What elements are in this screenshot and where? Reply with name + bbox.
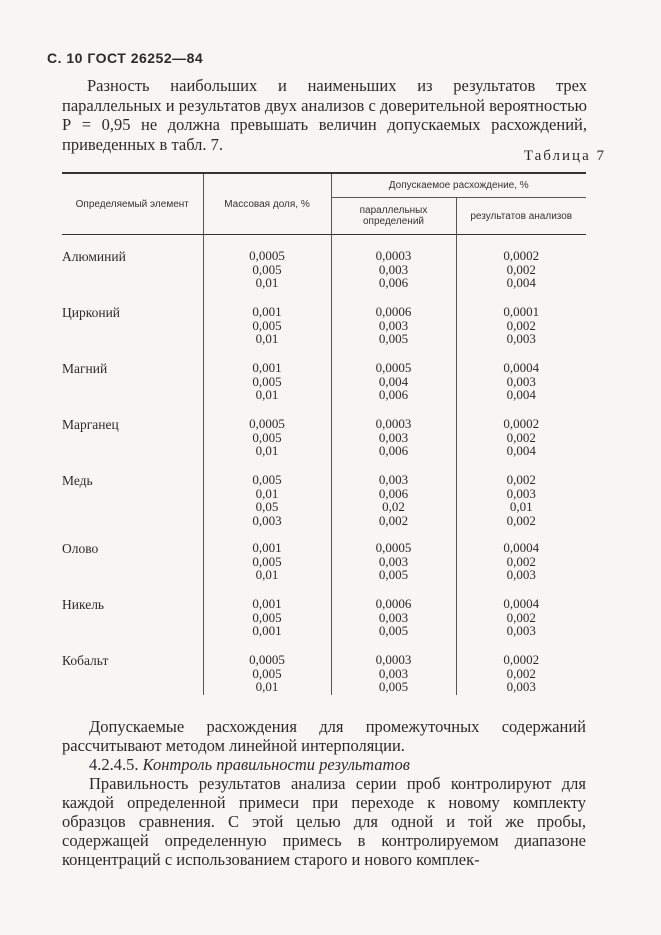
parallel-value: 0,005 <box>378 679 409 694</box>
parallel-value: 0,003 <box>378 472 409 487</box>
mass-value: 0,01 <box>255 275 279 290</box>
results-value: 0,003 <box>506 623 536 638</box>
results-value: 0,0002 <box>503 248 540 263</box>
interpolation-paragraph: Допускаемые расхождения для промежуточных содержаний рассчитывают методом линейной интерполяции. <box>62 717 586 755</box>
accuracy-paragraph: Правильность результатов анализа серии проб контролируют для каждой определенной примеси при переходе к новому комплекту образцов сравнения. С этой целью для одной и той же пробы, содержащей определенную примесь в контролируемом диапазоне концентраций с использованием старого и нового комплек- <box>62 774 586 869</box>
mass-value: 0,0005 <box>249 416 285 431</box>
mass-value: 0,001 <box>252 596 282 611</box>
mass-values <box>203 527 331 583</box>
parallel-value: 0,005 <box>378 567 409 582</box>
parallel-values <box>331 403 456 459</box>
mass-value: 0,0005 <box>249 248 285 263</box>
results-value: 0,002 <box>506 317 536 333</box>
mass-value: 0,01 <box>255 485 279 501</box>
intro-text: Разность наибольших и наименьших из результатов трех параллельных и результатов двух анализов с доверительной вероятностью Р = 0,95 не должна превышать величин допускаемых расхождений, приведенных в табл. 7. <box>62 76 587 154</box>
parallel-values <box>331 347 456 403</box>
parallel-values <box>331 583 456 639</box>
results-value: 0,003 <box>506 331 536 346</box>
results-value: 0,003 <box>506 373 536 389</box>
table-body <box>62 235 586 696</box>
mass-value: 0,005 <box>252 373 282 389</box>
table-row <box>62 235 586 292</box>
mass-value: 0,05 <box>255 499 279 514</box>
tolerance-table <box>62 172 586 695</box>
parallel-value: 0,003 <box>378 609 409 625</box>
parallel-value: 0,005 <box>378 331 409 346</box>
mass-values <box>203 459 331 527</box>
results-value: 0,002 <box>506 429 536 445</box>
parallel-value: 0,0006 <box>375 304 412 319</box>
mass-value: 0,005 <box>252 429 282 445</box>
page-header: С. 10 ГОСТ 26252—84 <box>47 50 204 66</box>
results-values <box>456 527 586 583</box>
element-name: Цирконий <box>62 305 121 320</box>
table-row <box>62 459 586 527</box>
mass-value: 0,005 <box>252 665 282 681</box>
results-value: 0,002 <box>506 553 536 569</box>
element-name: Кобальт <box>62 653 109 668</box>
parallel-value: 0,004 <box>378 373 409 389</box>
results-values <box>456 583 586 639</box>
mass-value: 0,005 <box>252 317 282 333</box>
results-value: 0,01 <box>509 499 533 514</box>
header-element: Определяемый элемент <box>75 198 189 210</box>
table-row <box>62 527 586 583</box>
header-parallel: параллельных определений <box>331 198 456 235</box>
section-number: 4.2.4.5. <box>89 755 139 774</box>
parallel-value: 0,003 <box>378 261 409 277</box>
parallel-value: 0,006 <box>378 387 409 402</box>
parallel-values <box>331 527 456 583</box>
intro-paragraph <box>62 76 587 154</box>
mass-value: 0,001 <box>252 360 282 375</box>
results-value: 0,0002 <box>503 652 540 667</box>
mass-values <box>203 639 331 695</box>
mass-value: 0,01 <box>255 331 279 346</box>
element-name: Алюминий <box>62 249 126 264</box>
mass-value: 0,005 <box>252 553 282 569</box>
results-value: 0,003 <box>506 567 536 582</box>
results-value: 0,002 <box>506 512 536 528</box>
mass-value: 0,005 <box>252 261 282 277</box>
results-value: 0,002 <box>506 609 536 625</box>
results-value: 0,0004 <box>503 360 540 375</box>
element-name: Никель <box>62 597 105 612</box>
mass-value: 0,01 <box>255 443 279 458</box>
parallel-value: 0,0003 <box>375 652 412 667</box>
table-row <box>62 403 586 459</box>
results-values <box>456 347 586 403</box>
mass-values <box>203 347 331 403</box>
element-name: Марганец <box>62 417 119 432</box>
parallel-values <box>331 291 456 347</box>
parallel-value: 0,005 <box>378 623 409 638</box>
results-value: 0,002 <box>506 472 536 487</box>
results-values <box>456 291 586 347</box>
parallel-value: 0,0006 <box>375 596 412 611</box>
results-value: 0,002 <box>506 665 536 681</box>
parallel-value: 0,006 <box>378 275 409 290</box>
table-row <box>62 291 586 347</box>
mass-value: 0,005 <box>252 472 282 487</box>
parallel-value: 0,006 <box>378 485 409 501</box>
results-value: 0,003 <box>506 679 536 694</box>
table-row <box>62 639 586 695</box>
results-values <box>456 639 586 695</box>
results-value: 0,0002 <box>503 416 540 431</box>
results-value: 0,0004 <box>503 596 540 611</box>
parallel-values <box>331 459 456 527</box>
parallel-value: 0,0003 <box>375 248 412 263</box>
parallel-value: 0,02 <box>382 499 405 514</box>
element-name: Магний <box>62 361 108 376</box>
parallel-value: 0,003 <box>378 317 409 333</box>
parallel-value: 0,003 <box>378 429 409 445</box>
table-label: Таблица 7 <box>523 148 606 164</box>
mass-values <box>203 403 331 459</box>
results-value: 0,003 <box>506 485 536 501</box>
table-header <box>62 173 586 235</box>
mass-value: 0,0005 <box>249 652 285 667</box>
mass-value: 0,001 <box>252 540 282 555</box>
mass-values <box>203 291 331 347</box>
results-values <box>456 403 586 459</box>
parallel-value: 0,0005 <box>375 540 412 555</box>
results-values <box>456 235 586 292</box>
parallel-value: 0,0003 <box>375 416 412 431</box>
header-allowed: Допускаемое расхождение, % <box>331 173 586 198</box>
mass-value: 0,001 <box>252 623 282 638</box>
table-row <box>62 583 586 639</box>
mass-value: 0,01 <box>255 567 279 582</box>
mass-value: 0,01 <box>255 387 279 402</box>
outro-section <box>62 717 586 869</box>
element-name: Олово <box>62 541 99 556</box>
results-value: 0,004 <box>506 387 536 402</box>
parallel-values <box>331 235 456 292</box>
mass-values <box>203 235 331 292</box>
parallel-value: 0,003 <box>378 553 409 569</box>
section-heading <box>62 755 586 774</box>
parallel-value: 0,003 <box>378 665 409 681</box>
results-value: 0,002 <box>506 261 536 277</box>
mass-value: 0,003 <box>252 512 282 528</box>
results-value: 0,0001 <box>503 304 540 319</box>
parallel-value: 0,006 <box>378 443 409 458</box>
mass-value: 0,01 <box>255 679 279 694</box>
element-name: Медь <box>62 473 93 488</box>
mass-value: 0,001 <box>252 304 282 319</box>
results-value: 0,004 <box>506 275 536 290</box>
section-title: Контроль правильности результатов <box>142 755 410 774</box>
results-value: 0,004 <box>506 443 536 458</box>
header-mass: Массовая доля, % <box>203 173 331 235</box>
parallel-value: 0,0005 <box>375 360 412 375</box>
mass-values <box>203 583 331 639</box>
header-results: результатов анализов <box>456 198 586 235</box>
parallel-values <box>331 639 456 695</box>
results-value: 0,0004 <box>503 540 540 555</box>
mass-value: 0,005 <box>252 609 282 625</box>
table-row <box>62 347 586 403</box>
parallel-value: 0,002 <box>378 512 409 528</box>
results-values <box>456 459 586 527</box>
